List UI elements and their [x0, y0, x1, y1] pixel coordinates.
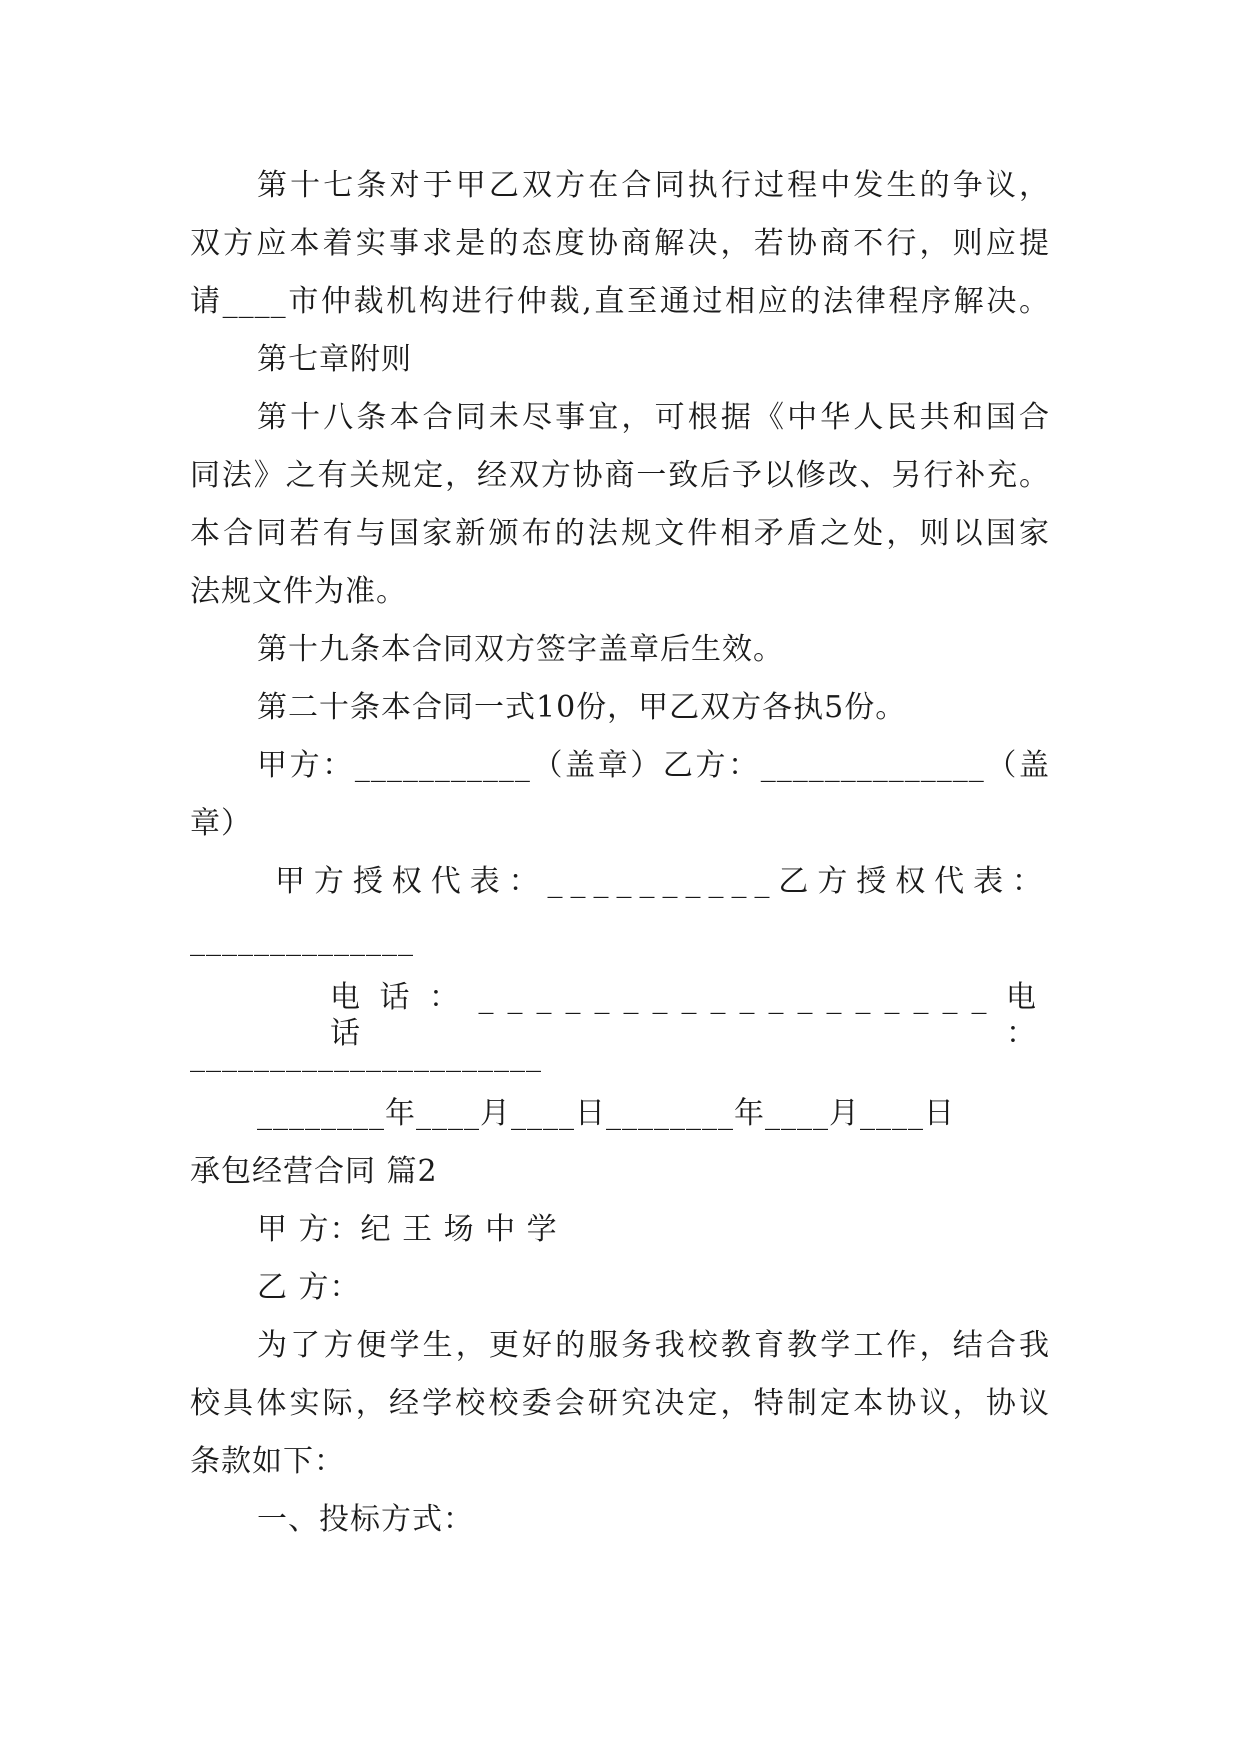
article20: 第二十条本合同一式10份，甲乙双方各执5份。: [257, 690, 907, 725]
signature-party-line: 甲方：___________（盖章）乙方：______________（盖: [257, 748, 1050, 783]
article18-line3: 本合同若有与国家新颁布的法规文件相矛盾之处，则以国家: [190, 516, 1050, 551]
signature-phone-line-cont: ______________________: [190, 1038, 542, 1073]
article18-line1: 第十八条本合同未尽事宜，可根据《中华人民共和国合: [257, 400, 1050, 435]
signature-rep-line-cont: ______________: [190, 922, 414, 957]
article18-line4: 法规文件为准。: [190, 574, 407, 609]
contract2-section1: 一、投标方式：: [257, 1502, 474, 1537]
article17-line3: 请____市仲裁机构进行仲裁,直至通过相应的法律程序解决。: [190, 284, 1050, 319]
contract2-intro-line2: 校具体实际，经学校校委会研究决定，特制定本协议，协议: [190, 1386, 1050, 1421]
signature-party-line-cont: 章）: [190, 806, 252, 841]
contract2-party-b: 乙 方：: [257, 1270, 361, 1305]
article18-line2: 同法》之有关规定，经双方协商一致后予以修改、另行补充。: [190, 458, 1050, 493]
chapter7-title: 第七章附则: [257, 342, 412, 377]
article17-line1: 第十七条对于甲乙双方在合同执行过程中发生的争议，: [257, 168, 1050, 203]
signature-date-line: ________年____月____日________年____月____日: [257, 1096, 955, 1131]
signature-rep-line: 甲方授权代表：__________乙方授权代表：: [275, 864, 1050, 899]
contract2-heading: 承包经营合同 篇2: [190, 1154, 438, 1189]
contract2-party-a: 甲 方：纪 王 场 中 学: [257, 1212, 558, 1247]
article17-line2: 双方应本着实事求是的态度协商解决，若协商不行，则应提: [190, 226, 1050, 261]
contract2-intro-line3: 条款如下：: [190, 1444, 345, 1479]
signature-phone-line: 电话：__________________电话：: [330, 980, 1050, 1051]
contract2-intro-line1: 为了方便学生，更好的服务我校教育教学工作，结合我: [257, 1328, 1050, 1363]
article19: 第十九条本合同双方签字盖章后生效。: [257, 632, 784, 667]
